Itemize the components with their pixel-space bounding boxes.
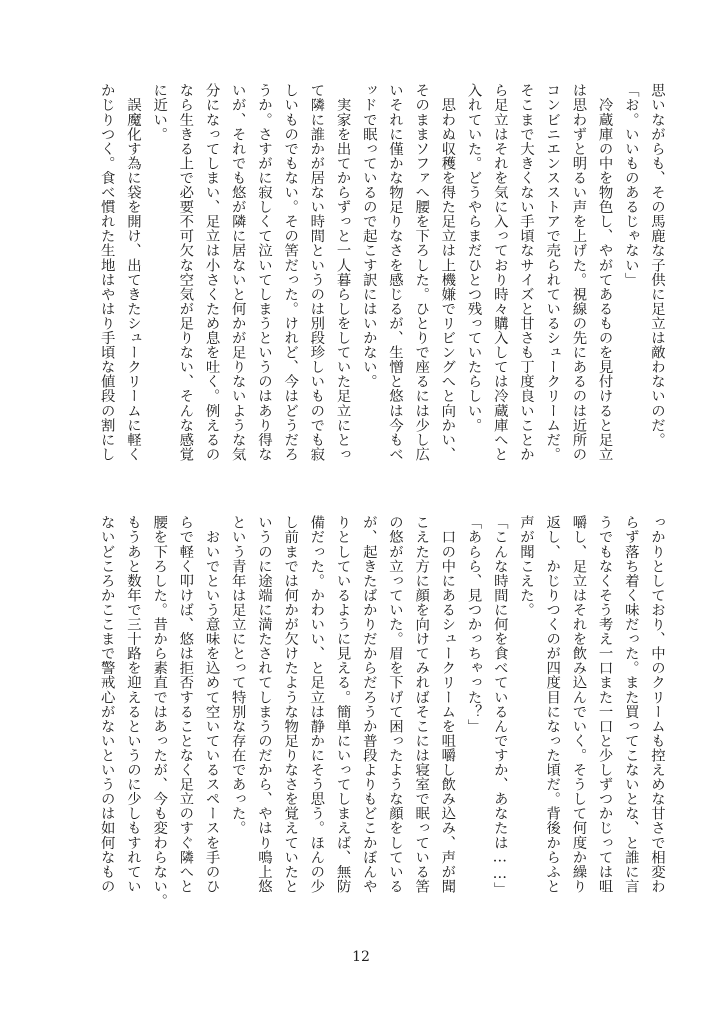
lower-text-line: 「こんな時間に何を食べているんですか、あなたは……」 bbox=[491, 515, 508, 897]
lower-text-line: が、起きたばかりだからだろうか普段よりもどこかぼんや bbox=[360, 515, 377, 894]
lower-text-line: こえた方に顔を向けてみればそこには寝室で眠っている筈 bbox=[413, 515, 430, 894]
upper-text-line: 入れていた。どうやらまだひとつ残っていたらしい。 bbox=[465, 83, 482, 433]
lower-text-line: うでもなくそう考え一口また一口と少しずつかじっては咀 bbox=[596, 515, 613, 894]
text-block-upper bbox=[66, 83, 670, 489]
lower-text-line: 腰を下ろした。昔から素直ではあったが、今も変わらない。 bbox=[151, 515, 168, 908]
upper-text-line: 思いながらも、その馬鹿な子供に足立は敵わないのだ。 bbox=[649, 83, 665, 447]
upper-text-line: なら生きる上で必要不可欠な空気が足りない、そんな感覚 bbox=[177, 83, 194, 462]
upper-text-line: 実家を出てからずっと一人暮らしをしていた足立にとっ bbox=[334, 83, 351, 462]
upper-text-line: は思わずと明るい声を上げた。視線の先にあるのは近所の bbox=[570, 83, 587, 462]
upper-text-line: そこまで大きくない手頃なサイズと甘さも丁度良いことか bbox=[517, 83, 534, 462]
lower-text-line: いうのに途端に満たされてしまうのだから、やはり鳴上悠 bbox=[255, 515, 272, 894]
upper-text-line: て隣に誰かが居ない時間というのは別段珍しいものでも寂 bbox=[308, 83, 325, 462]
lower-text-line: 声が聞こえた。 bbox=[517, 515, 534, 617]
lower-text-line: 口の中にあるシュークリームを咀嚼し飲み込み、声が聞 bbox=[439, 515, 456, 894]
lower-text-line: の悠が立っていた。眉を下げて困ったような顔をしている bbox=[386, 515, 403, 894]
upper-text-line: 「お。いいものあるじゃない」 bbox=[622, 83, 639, 287]
lower-text-line: らで軽く叩けば、悠は拒否することなく足立のすぐ隣へと bbox=[177, 515, 194, 894]
upper-text-line: 誤魔化す為に袋を開け、出てきたシュークリームに軽く bbox=[124, 83, 141, 462]
upper-text-line: 冷蔵庫の中を物色し、やがてあるものを見付けると足立 bbox=[596, 83, 613, 462]
upper-text-line: コンビニエンスストアで売られているシュークリームだ。 bbox=[544, 83, 561, 462]
upper-text-line: に近い。 bbox=[151, 83, 168, 142]
lower-text-line: という青年は足立にとって特別な存在であった。 bbox=[229, 515, 246, 836]
page-number: 12 bbox=[352, 949, 370, 965]
upper-text-line: ら足立はそれを気に入っており時々購入しては冷蔵庫へと bbox=[491, 83, 508, 462]
lower-text-line: 備だった。かわいい、と足立は静かにそう思う。ほんの少 bbox=[308, 515, 325, 894]
lower-text-line: おいでという意味を込めて空いているスペースを手のひ bbox=[203, 515, 220, 894]
lower-text-line: もうあと数年で三十路を迎えるというのに少しもすれてい bbox=[124, 515, 141, 894]
upper-text-line: いが、それでも悠が隣に居ないと何かが足りないような気 bbox=[229, 83, 246, 462]
lower-text-line: 「あらら、見つかっちゃった？」 bbox=[465, 515, 482, 734]
lower-text-line: 嚼し、足立はそれを飲み込んでいく。そうして何度か繰り bbox=[570, 515, 587, 894]
upper-text-line: そのままソファへ腰を下ろした。ひとりで座るには少し広 bbox=[413, 83, 430, 462]
upper-text-line: 分になってしまい、足立は小さくため息を吐く。例えるの bbox=[203, 83, 220, 462]
upper-text-line: ッドで眠っているので起こす訳にはいかない。 bbox=[360, 83, 377, 389]
upper-text-line: しいものでもない。その筈だった。けれど、今はどうだろ bbox=[282, 83, 299, 462]
upper-text-line: 思わぬ収穫を得た足立は上機嫌でリビングへと向かい、 bbox=[439, 83, 456, 462]
lower-text-line: りとしているように見える。簡単にいってしまえば、無防 bbox=[334, 515, 351, 894]
lower-text-line: っかりとしており、中のクリームも控えめな甘さで相変わ bbox=[649, 515, 665, 894]
lower-text-line: し前までは何かが欠けたような物足りなさを覚えていたと bbox=[282, 515, 299, 894]
text-block-lower bbox=[66, 515, 670, 935]
upper-text-line: かじりつく。食べ慣れた生地はやはり手頃な値段の割にし bbox=[98, 83, 115, 462]
lower-text-line: ないどころかここまで警戒心がないというのは如何なもの bbox=[98, 515, 115, 894]
upper-text-line: いそれに僅かな物足りなさを感じるが、生憎と悠は今もベ bbox=[386, 83, 403, 462]
lower-text-line: らず落ち着く味だった。また買ってこないとな、と誰に言 bbox=[622, 515, 639, 894]
upper-text-line: うか。さすがに寂しくて泣いてしまうというのはあり得な bbox=[255, 83, 272, 462]
lower-text-line: 返し、かじりつくのが四度目になった頃だ。背後からふと bbox=[544, 515, 561, 894]
